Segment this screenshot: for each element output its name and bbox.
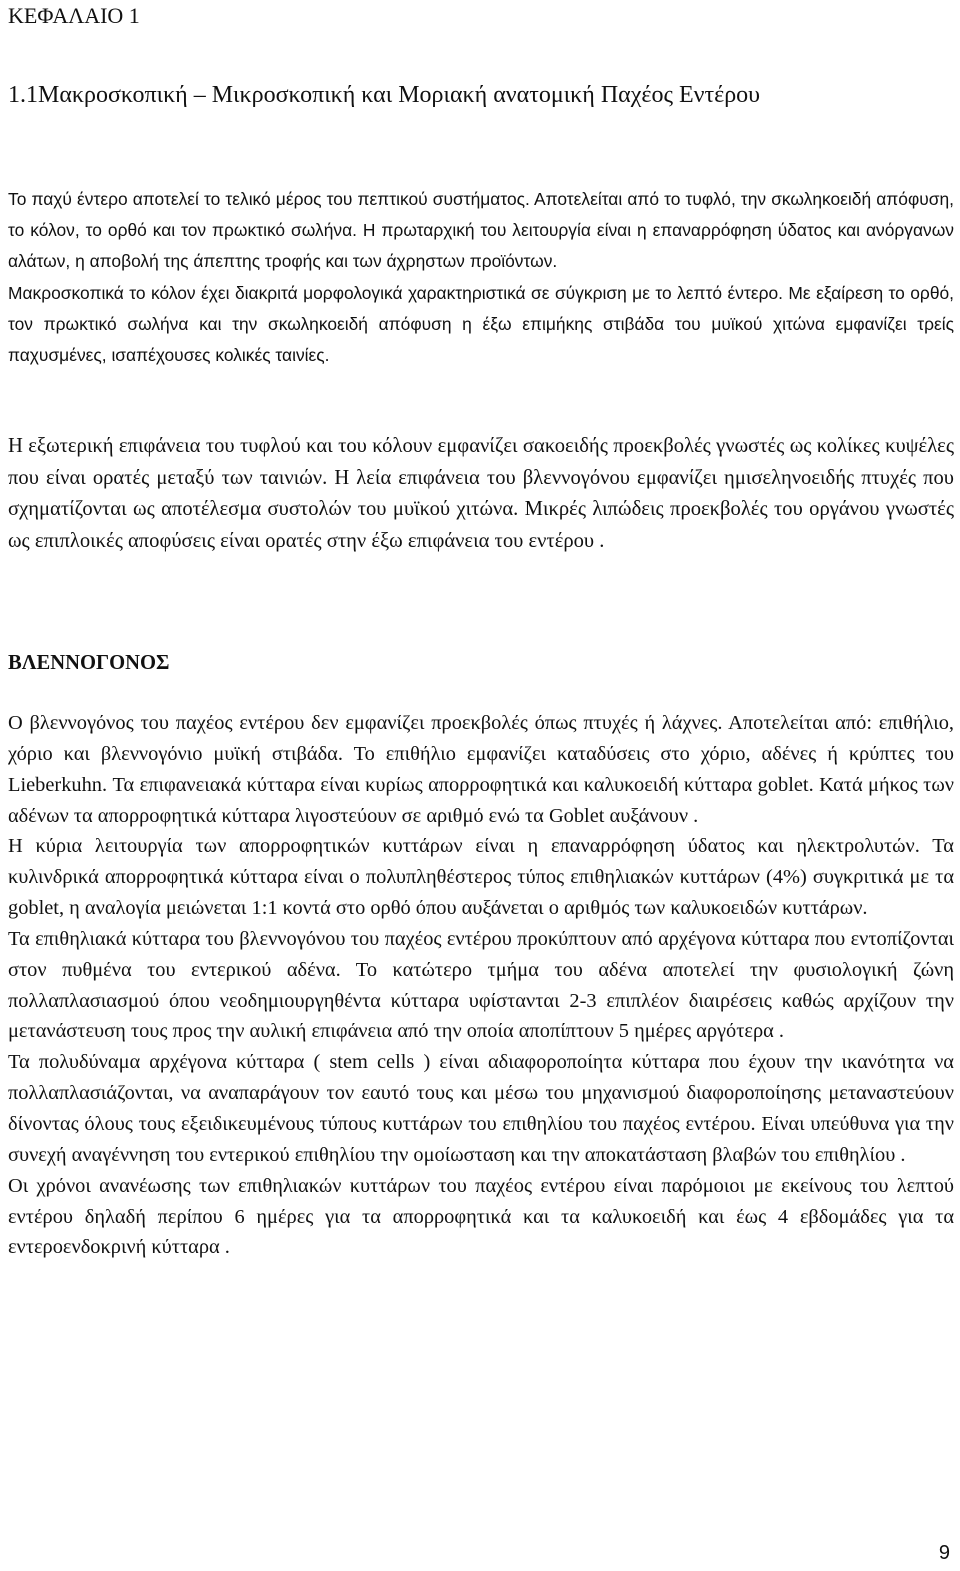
mucosa-section	[8, 708, 954, 1263]
intro-paragraph: Το παχύ έντερο αποτελεί το τελικό μέρος του πεπτικού συστήματος. Αποτελείται από το τυφλό, την σκωληκοειδή απόφυση, το κόλον, το ορθό και τον πρωκτικό σωλήνα. Η πρωταρχική του λειτουργία είναι η επαναρρόφηση ύδατος και ανόργανων αλάτων, η αποβολή της άπεπτης τροφής και των άχρηστων προϊόντων.	[8, 189, 954, 272]
mucosa-paragraph: Οι χρόνοι ανανέωσης των επιθηλιακών κυττάρων του παχέος εντέρου είναι παρόμοιοι με εκείνους του λεπτού εντέρου δηλαδή περίπου 6 ημέρες για τα απορροφητικά και τα καλυκοειδή και έως 4 εβδομάδες για τα εντεροενδοκρινή κύτταρα .	[8, 1174, 954, 1259]
mucosa-paragraph: Τα πολυδύναμα αρχέγονα κύτταρα ( stem cells ) είναι αδιαφοροποίητα κύτταρα που έχουν την ικανότητα να πολλαπλασιάζονται, να αναπαράγουν τον εαυτό τους και μέσω του μηχανισμού διαφοροποίησης μεταναστεύουν δίνοντας όλους τους εξειδικευμένους τύπους κυττάρων του επιθηλίου του παχέος εντέρου. Είναι υπεύθυνα για την συνεχή αναγέννηση του εντερικού επιθηλίου την ομοίωσταση και την αποκατάσταση βλαβών του επιθηλίου .	[8, 1051, 954, 1166]
mucosa-heading: ΒΛΕΝΝΟΓΟΝΟΣ	[8, 652, 170, 674]
mucosa-paragraph: Τα επιθηλιακά κύτταρα του βλεννογόνου του παχέος εντέρου προκύπτουν από αρχέγονα κύτταρα που εντοπίζονται στον πυθμένα του εντερικού αδένα. Το κατώτερο τμήμα του αδένα αποτελεί την φυσιολογική ζώνη πολλαπλασιασμού όπου νεοδημιουργηθέντα κύτταρα υφίστανται 2-3 επιπλέον διαιρέσεις καθώς αρχίζουν την μετανάστευση τους προς την αυλική επιφάνεια από την οποία αποπίπτουν 5 ημέρες αργότερα .	[8, 927, 954, 1043]
intro-section	[8, 184, 954, 371]
chapter-label: ΚΕΦΑΛΑΙΟ 1	[8, 3, 140, 28]
mucosa-paragraph: Η κύρια λειτουργία των απορροφητικών κυττάρων είναι η επαναρρόφηση ύδατος και ηλεκτρολυτών. Τα κυλινδρικά απορροφητικά κύτταρα είναι ο πολυπληθέστερος τύπος επιθηλιακών κυττάρων (4%) συγκριτικά με τα goblet, η αναλογία μειώνεται 1:1 κοντά στο ορθό όπου αυξάνεται ο αριθμός των καλυκοειδών κυττάρων.	[8, 835, 954, 920]
surface-paragraph: Η εξωτερική επιφάνεια του τυφλού και του κόλουν εμφανίζει σακοειδής προεκβολές γνωστές ως κολίκες κυψέλες που είναι ορατές μεταξύ των ταινιών. Η λεία επιφάνεια του βλεννογόνου εμφανίζει ημισεληνοειδής πτυχές που σχηματίζονται ως αποτέλεσμα συστολών του μυϊκού χιτώνα. Μικρές λιπώδεις προεκβολές του οργάνου γνωστές ως επιπλοικές αποφύσεις είναι ορατές στην έξω επιφάνεια του εντέρου .	[8, 435, 954, 552]
section-title: 1.1Μακροσκοπική – Μικροσκοπική και Μοριακή ανατομική Παχέος Εντέρου	[8, 82, 761, 108]
mucosa-paragraph: Ο βλεννογόνος του παχέος εντέρου δεν εμφανίζει προεκβολές όπως πτυχές ή λάχνες. Αποτελείται από: επιθήλιο, χόριο και βλεννογόνιο μυϊκή στιβάδα. Το επιθήλιο εμφανίζει καταδύσεις στο χόριο, αδένες ή κρύπτες του Lieberkuhn. Τα επιφανειακά κύτταρα είναι κυρίως απορροφητικά και καλυκοειδή κύτταρα goblet. Κατά μήκος των αδένων τα απορροφητικά κύτταρα λιγοστεύουν σε αριθμό ενώ τα Goblet αυξάνουν .	[8, 712, 954, 827]
page-number: 9	[938, 1542, 950, 1564]
intro-paragraph: Μακροσκοπικά το κόλον έχει διακριτά μορφολογικά χαρακτηριστικά σε σύγκριση με το λεπτό έντερο. Με εξαίρεση το ορθό, τον πρωκτικό σωλήνα και την σκωληκοειδή απόφυση η έξω επιμήκης στιβάδα του μυϊκού χιτώνα εμφανίζει τρείς παχυσμένες, ισαπέχουσες κολικές ταινίες.	[8, 282, 954, 366]
surface-section	[8, 431, 954, 557]
